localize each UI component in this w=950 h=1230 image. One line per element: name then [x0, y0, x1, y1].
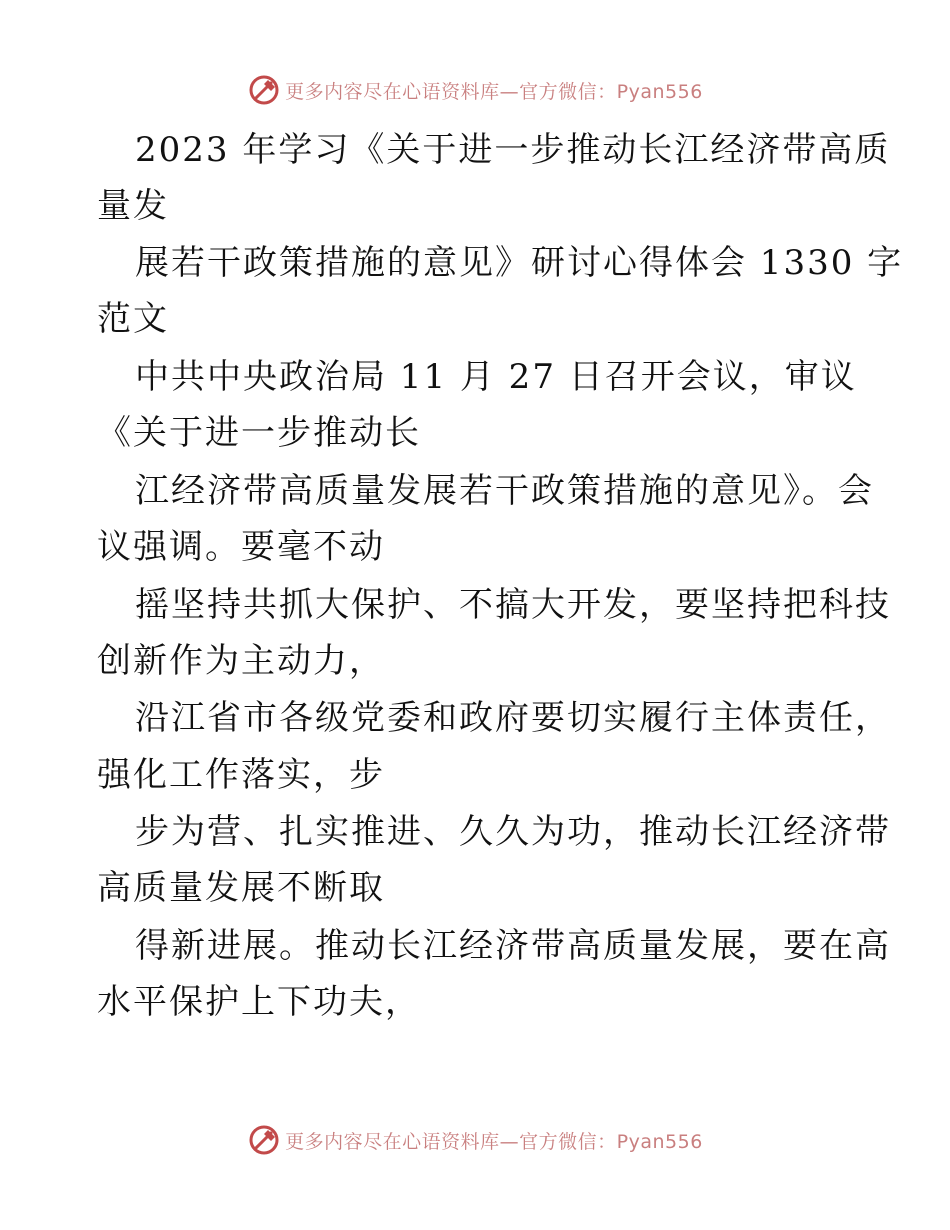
text-line: 创新作为主动力，: [97, 641, 385, 681]
text-line: 议强调。要毫不动: [97, 527, 385, 567]
text-line: 高质量发展不断取: [97, 868, 385, 908]
text-line: 《关于进一步推动长: [97, 413, 421, 453]
text-line: 强化工作落实，步: [97, 755, 385, 795]
text-line: 沿江省市各级党委和政府要切实履行主体责任，: [135, 698, 891, 738]
watermark-text: 更多内容尽在心语资料库—官方微信：Pyan556: [285, 80, 703, 103]
text-line: 水平保护上下功夫，: [97, 982, 421, 1022]
text-line: 得新进展。推动长江经济带高质量发展，要在高: [135, 926, 891, 966]
watermark-text: 更多内容尽在心语资料库—官方微信：Pyan556: [285, 1130, 703, 1153]
text-line: 量发: [97, 186, 169, 226]
text-line: 展若干政策措施的意见》研讨心得体会 1330 字: [135, 243, 904, 283]
text-line: 步为营、扎实推进、久久为功，推动长江经济带: [135, 812, 891, 852]
text-line: 中共中央政治局 11 月 27 日召开会议，审议: [135, 357, 857, 397]
logo-icon: [247, 1123, 281, 1157]
text-line: 江经济带高质量发展若干政策措施的意见》。会: [135, 471, 874, 511]
text-line: 范文: [97, 299, 169, 339]
footer-watermark: [0, 1120, 950, 1160]
text-line: 摇坚持共抓大保护、不搞大开发，要坚持把科技: [135, 585, 891, 625]
text-line: 2023 年学习《关于进一步推动长江经济带高质: [135, 130, 891, 170]
